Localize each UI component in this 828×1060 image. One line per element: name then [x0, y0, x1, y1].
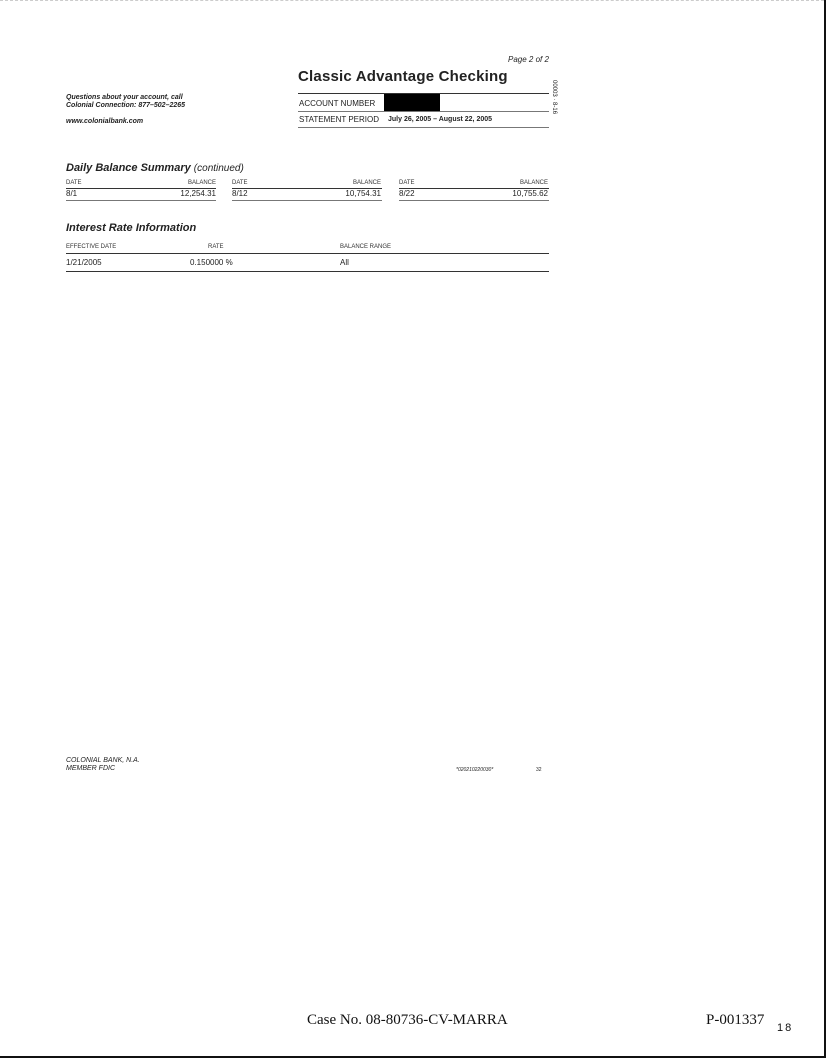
- daily-date-1: 8/1: [66, 189, 78, 198]
- daily-balance-title: [66, 162, 244, 174]
- interest-row-rule: [66, 271, 549, 272]
- col-date-2: DATE: [232, 180, 248, 186]
- contact-line-1: Questions about your account, call: [66, 94, 183, 101]
- balance-range-value: All: [340, 258, 349, 267]
- daily-date-2: 8/12: [232, 189, 248, 198]
- rate-value: 0.150000 %: [190, 258, 233, 267]
- col-rate: RATE: [208, 244, 224, 250]
- daily-balance-2: 10,754.31: [345, 189, 381, 198]
- col-date-3: DATE: [399, 180, 415, 186]
- account-number-label: ACCOUNT NUMBER: [299, 99, 376, 108]
- col-balance-1: BALANCE: [187, 180, 216, 186]
- footer-code: *020210220030*: [456, 767, 494, 773]
- daily-balance-continued: (continued): [193, 163, 244, 174]
- daily-row-rule-3: [399, 200, 549, 201]
- col-effective-date: EFFECTIVE DATE: [66, 244, 117, 250]
- daily-row-rule-1: [66, 200, 216, 201]
- daily-balance-1: 12,254.31: [180, 189, 216, 198]
- daily-balance-title-text: Daily Balance Summary: [66, 162, 191, 174]
- bank-name: COLONIAL BANK, N.A.: [66, 757, 140, 764]
- bank-website: www.colonialbank.com: [66, 118, 144, 125]
- sequence-number: 18: [777, 1022, 794, 1034]
- statement-period-label: STATEMENT PERIOD: [299, 115, 380, 124]
- top-scan-edge: [0, 0, 824, 1]
- bates-page-number: P-001337: [706, 1012, 765, 1028]
- member-fdic: MEMBER FDIC: [66, 765, 115, 772]
- case-number: Case No. 08-80736-CV-MARRA: [307, 1012, 508, 1028]
- page-indicator: Page 2 of 2: [508, 55, 549, 64]
- interest-rate-title: Interest Rate Information: [66, 222, 197, 234]
- col-balance-2: BALANCE: [352, 180, 381, 186]
- header-divider-bottom: [298, 127, 549, 128]
- daily-row-rule-2: [232, 200, 382, 201]
- account-number-redaction: [384, 94, 440, 112]
- effective-date-value: 1/21/2005: [66, 258, 102, 267]
- interest-header-rule: [66, 253, 549, 254]
- statement-period-value: July 26, 2005 – August 22, 2005: [388, 116, 493, 123]
- col-balance-range: BALANCE RANGE: [340, 244, 392, 250]
- daily-date-3: 8/22: [399, 189, 415, 198]
- header-divider-mid: [298, 111, 549, 112]
- col-balance-3: BALANCE: [519, 180, 548, 186]
- product-title: Classic Advantage Checking: [298, 68, 508, 85]
- col-date-1: DATE: [66, 180, 82, 186]
- contact-line-2: Colonial Connection: 877–502–2265: [66, 102, 186, 109]
- daily-balance-3: 10,755.62: [512, 189, 548, 198]
- bank-footer: [66, 757, 140, 773]
- side-code: 00003 · 8-16: [551, 80, 557, 115]
- footer-code-suffix: 32: [536, 767, 542, 773]
